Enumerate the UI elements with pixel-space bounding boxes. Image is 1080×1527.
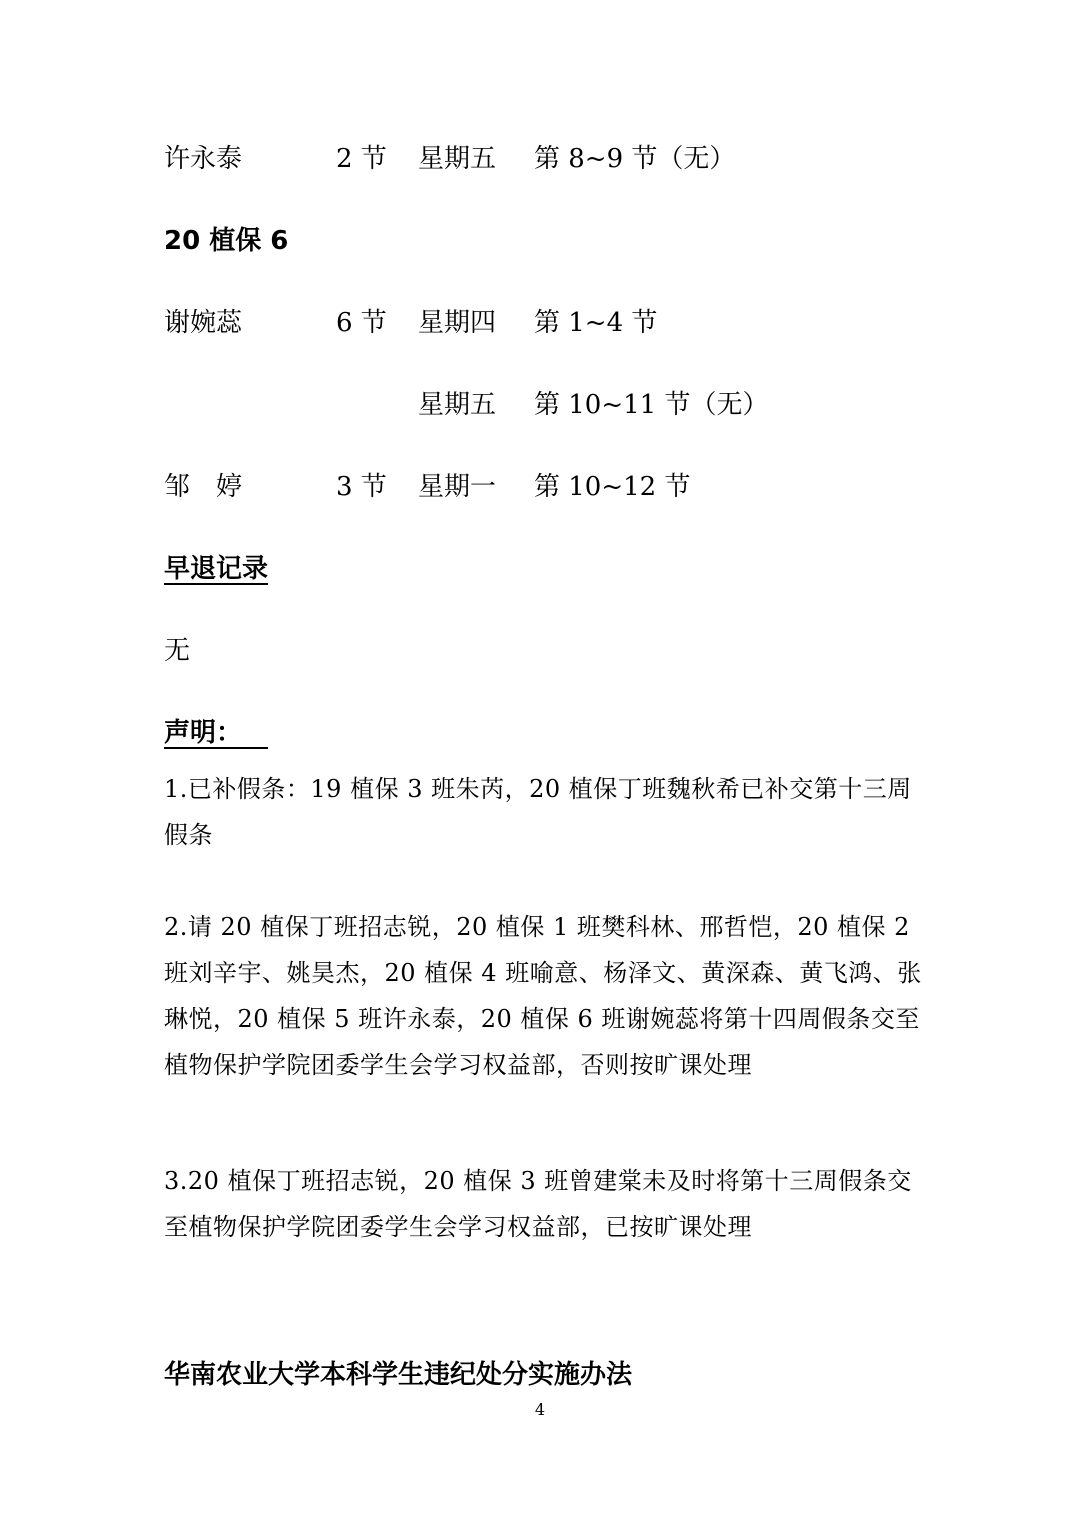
early-leave-heading: 早退记录 <box>164 554 269 584</box>
weekday: 星期五 <box>418 144 497 174</box>
period-count: 6 节 <box>336 308 387 338</box>
student-name: 邹 婷 <box>164 472 243 502</box>
regulation-heading: 华南农业大学本科学生违纪处分实施办法 <box>164 1360 633 1390</box>
statement-item: 2.请 20 植保丁班招志锐，20 植保 1 班樊科林、邢哲恺，20 植保 2 班刘辛宇、姚昊杰，20 植保 4 班喻意、杨泽文、黄深森、黄飞鸿、张琳悦，20 植保 5 班许永泰，20 植保 6 班谢婉蕊将第十四周假条交至植物保护学院团委学生会学习权益部，否则按旷课处理 <box>164 913 922 1079</box>
weekday: 星期一 <box>418 472 497 502</box>
student-name: 谢婉蕊 <box>164 308 243 338</box>
period-count: 2 节 <box>336 144 387 174</box>
period-count: 3 节 <box>336 472 387 502</box>
statement-item: 1.已补假条：19 植保 3 班朱芮，20 植保丁班魏秋希已补交第十三周假条 <box>164 775 912 849</box>
early-leave-content: 无 <box>164 636 191 666</box>
class-periods: 第 8~9 节（无） <box>534 144 736 174</box>
student-name: 许永泰 <box>164 144 243 174</box>
page-number: 4 <box>534 1400 546 1419</box>
class-periods: 第 10~12 节 <box>534 472 691 502</box>
weekday: 星期五 <box>418 390 497 420</box>
class-periods: 第 10~11 节（无） <box>534 390 769 420</box>
class-periods: 第 1~4 节 <box>534 308 658 338</box>
statement-item: 3.20 植保丁班招志锐，20 植保 3 班曾建棠未及时将第十三周假条交至植物保护学院团委学生会学习权益部，已按旷课处理 <box>164 1167 912 1241</box>
statement-heading <box>164 716 268 750</box>
class-heading: 20 植保 6 <box>164 226 289 256</box>
weekday: 星期四 <box>418 308 497 338</box>
statement-heading-text: 声明： <box>164 718 243 748</box>
